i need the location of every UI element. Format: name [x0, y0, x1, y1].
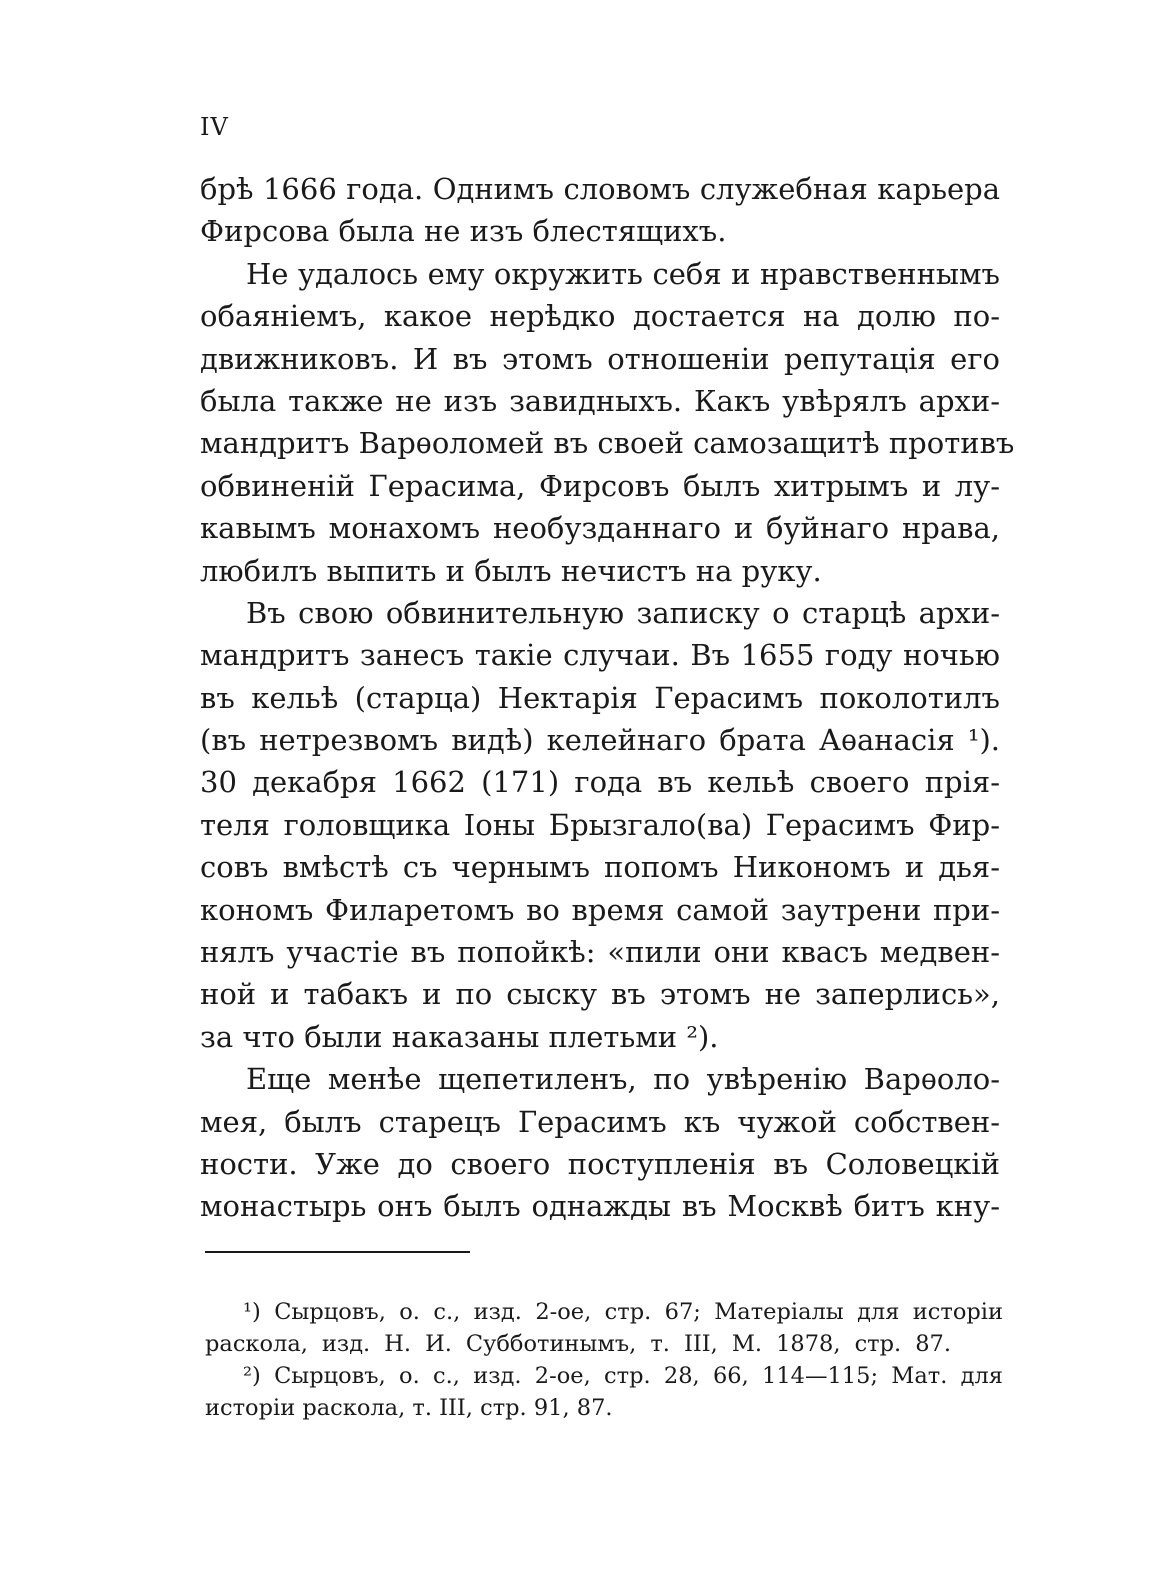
text-line: любилъ выпить и былъ нечистъ на руку. [200, 553, 822, 588]
text-line: кономъ Филаретомъ во время самой заутрени при- [200, 892, 1000, 927]
page-number: IV [200, 113, 229, 141]
footnote-line: исторіи раскола, т. III, стр. 91, 87. [205, 1395, 613, 1421]
text-line: обвиненій Герасима, Фирсовъ былъ хитрымъ и лу- [200, 468, 1000, 503]
text-line: кавымъ монахомъ необузданнаго и буйнаго нрава, [200, 511, 1000, 546]
text-line: была также не изъ завидныхъ. Какъ увѣрялъ архи- [200, 383, 1000, 418]
footnotes [205, 1296, 1003, 1424]
text-line: въ кельѣ (старца) Нектарія Герасимъ поколотилъ [200, 680, 1000, 715]
text-line: ной и табакъ и по сыску въ этомъ не заперлись», [200, 977, 1000, 1012]
text-line: Еще менѣе щепетиленъ, по увѣренію Варѳоло- [246, 1062, 1000, 1097]
text-line: обаяніемъ, какое нерѣдко достается на долю по- [200, 299, 1000, 334]
text-line: движниковъ. И въ этомъ отношеніи репутація его [200, 341, 1000, 376]
footnote-line: ²) Сырцовъ, о. с., изд. 2-ое, стр. 28, 66, 114—115; Мат. для [243, 1363, 1003, 1389]
text-line: теля головщика Іоны Брызгало(ва) Герасимъ Фир- [200, 807, 1000, 842]
text-line: мандритъ занесъ такіе случаи. Въ 1655 году ночью [200, 638, 1000, 673]
text-line: за что были наказаны плетьми ²). [200, 1019, 719, 1054]
text-line: нялъ участіе въ попойкѣ: «пили они квасъ медвен- [200, 935, 1000, 970]
body-text [200, 168, 1015, 1228]
text-line: ности. Уже до своего поступленія въ Соловецкій [200, 1146, 1000, 1181]
footnote-line: ¹) Сырцовъ, о. с., изд. 2-ое, стр. 67; Матеріалы для исторіи [243, 1299, 1003, 1325]
text-line: Въ свою обвинительную записку о старцѣ архи- [246, 595, 1000, 630]
text-line: 30 декабря 1662 (171) года въ кельѣ своего прія- [200, 765, 1000, 800]
text-line: монастырь онъ былъ однажды въ Москвѣ битъ кну- [200, 1189, 1000, 1224]
text-line: брѣ 1666 года. Однимъ словомъ служебная карьера [200, 172, 1000, 206]
text-line: Не удалось ему окружить себя и нравственнымъ [246, 256, 1000, 291]
text-line: Фирсова была не изъ блестящихъ. [200, 214, 727, 249]
text-line: мея, былъ старецъ Герасимъ къ чужой собствен- [200, 1104, 1000, 1139]
text-line: мандритъ Варѳоломей въ своей самозащитѣ противъ [200, 426, 1015, 461]
footnote-divider [205, 1251, 470, 1253]
footnote-line: раскола, изд. Н. И. Субботинымъ, т. III, М. 1878, стр. 87. [205, 1331, 951, 1357]
text-line: (въ нетрезвомъ видѣ) келейнаго брата Аѳанасія ¹). [200, 723, 1000, 758]
text-line: совъ вмѣстѣ съ чернымъ попомъ Никономъ и дья- [200, 850, 1000, 885]
